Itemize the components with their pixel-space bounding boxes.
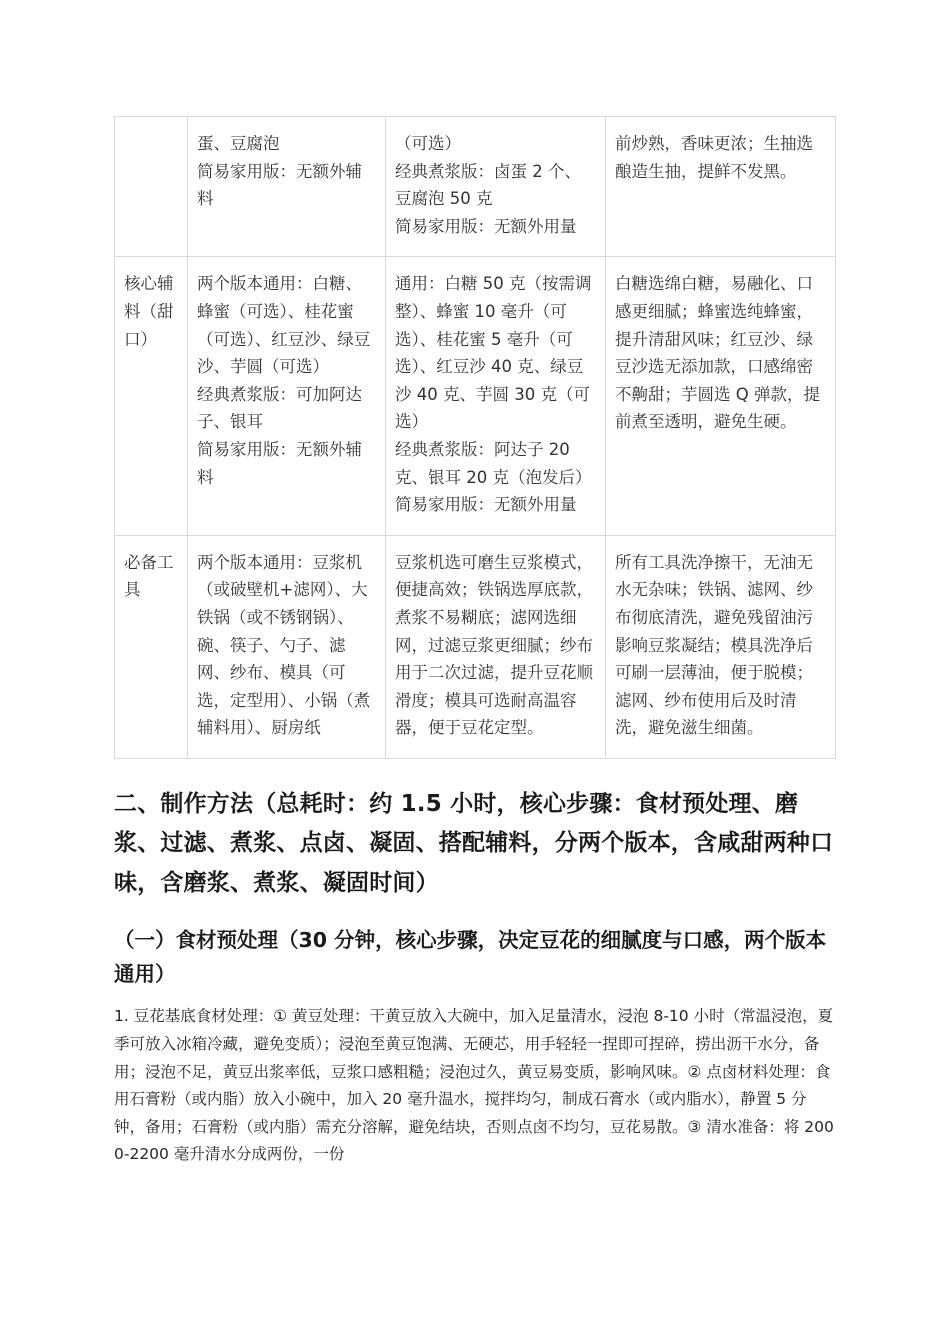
document-page (114, 116, 835, 1169)
table-cell (188, 535, 386, 758)
table-cell (606, 535, 836, 758)
table-cell (386, 117, 606, 257)
paragraph-ingredient-processing: 1. 豆花基底食材处理：① 黄豆处理：干黄豆放入大碗中，加入足量清水，浸泡 8-10 小时（常温浸泡，夏季可放入冰箱冷藏，避免变质）；浸泡至黄豆饱满、无硬芯，用手轻轻一捏即可捏碎，捞出沥干水分，备用；浸泡不足，黄豆出浆率低，豆浆口感粗糙；浸泡过久，黄豆易变质，影响风味。② 点卤材料处理：食用石膏粉（或内脂）放入小碗中，加入 20 毫升温水，搅拌均匀，制成石膏水（或内脂水），静置 5 分钟，备用；石膏粉（或内脂）需充分溶解，避免结块，否则点卤不均匀，豆花易散。③ 清水准备：将 2000-2200 毫升清水分成两份，一份 (114, 1007, 834, 1164)
section-title-method: 二、制作方法（总耗时：约 1.5 小时，核心步骤：食材预处理、磨浆、过滤、煮浆、点卤、凝固、搭配辅料，分两个版本，含咸甜两种口味，含磨浆、煮浆、凝固时间） (114, 790, 834, 896)
table-cell (606, 117, 836, 257)
ingredients-table (114, 116, 836, 759)
cell-text-line: 所有工具洗净擦干，无油无水无杂味；铁锅、滤网、纱布彻底清洗，避免残留油污影响豆浆凝结；模具洗净后可刷一层薄油，便于脱模；滤网、纱布使用后及时清洗，避免滋生细菌。 (615, 552, 813, 738)
ingredients-table-body (115, 117, 836, 759)
cell-text-line: 经典煮浆版：可加阿达子、银耳 (197, 384, 362, 432)
cell-text-line: 简易家用版：无额外辅料 (197, 161, 362, 209)
table-row (115, 117, 836, 257)
table-row (115, 257, 836, 535)
cell-text-line: 简易家用版：无额外辅料 (197, 439, 362, 487)
table-row-label-cell (115, 535, 188, 758)
cell-text-line: 必备工具 (124, 552, 174, 600)
cell-text-line: 简易家用版：无额外用量 (395, 495, 577, 515)
cell-text-line: 蛋、豆腐泡 (197, 134, 280, 153)
cell-text-line: 白糖选绵白糖，易融化、口感更细腻；蜂蜜选纯蜂蜜，提升清甜风味；红豆沙、绿豆沙选无添加款，口感绵密不齁甜；芋圆选 Q 弹款，提前煮至透明，避免生硬。 (615, 274, 820, 432)
table-row-label-cell (115, 257, 188, 535)
table-cell (188, 257, 386, 535)
cell-text-line: 经典煮浆版：卤蛋 2 个、豆腐泡 50 克 (395, 161, 581, 209)
cell-text-line: 两个版本通用：豆浆机（或破壁机+滤网）、大铁锅（或不锈钢锅）、碗、筷子、勺子、滤网、纱布、模具（可选，定型用）、小锅（煮辅料用）、厨房纸 (197, 552, 371, 738)
cell-text-line: 经典煮浆版：阿达子 20 克、银耳 20 克（泡发后） (395, 439, 592, 487)
table-row-label-cell (115, 117, 188, 257)
cell-text-line: 简易家用版：无额外用量 (395, 216, 577, 236)
table-cell (606, 257, 836, 535)
table-cell (386, 257, 606, 535)
cell-text-line: 核心辅料（甜口） (124, 274, 174, 349)
cell-text-line: 两个版本通用：白糖、蜂蜜（可选）、桂花蜜（可选）、红豆沙、绿豆沙、芋圆（可选） (197, 274, 371, 377)
cell-text-line: 豆浆机选可磨生豆浆模式，便捷高效；铁锅选厚底款，煮浆不易糊底；滤网选细网，过滤豆浆更细腻；纱布用于二次过滤，提升豆花顺滑度；模具可选耐高温容器，便于豆花定型。 (395, 552, 593, 738)
subsection-title-preprocessing: （一）食材预处理（30 分钟，核心步骤，决定豆花的细腻度与口感，两个版本通用） (114, 928, 827, 987)
cell-text-line: （可选） (395, 134, 461, 153)
cell-text-line: 通用：白糖 50 克（按需调整）、蜂蜜 10 毫升（可选）、桂花蜜 5 毫升（可选）、红豆沙 40 克、绿豆沙 40 克、芋圆 30 克（可选） (395, 274, 592, 432)
table-row (115, 535, 836, 758)
table-cell (386, 535, 606, 758)
table-cell (188, 117, 386, 257)
cell-text-line: 前炒熟，香味更浓；生抽选酿造生抽，提鲜不发黑。 (615, 134, 813, 181)
